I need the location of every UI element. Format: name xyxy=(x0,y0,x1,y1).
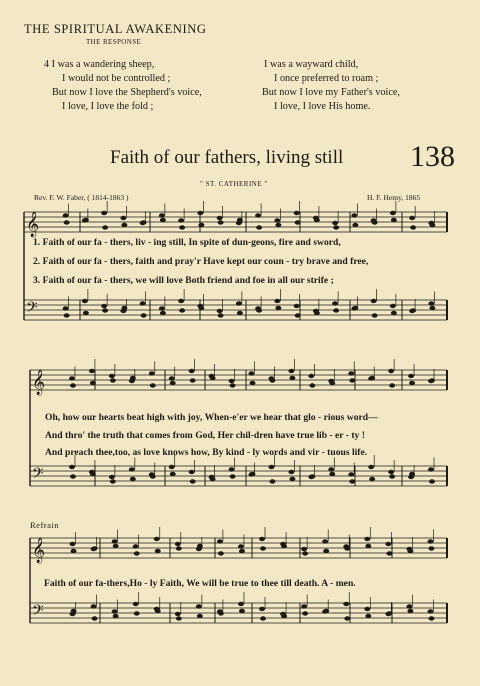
note-head xyxy=(82,299,88,303)
note-head xyxy=(365,544,371,548)
note-head xyxy=(133,544,139,548)
note-head xyxy=(141,313,147,317)
note-head xyxy=(407,609,413,613)
note-head xyxy=(210,477,216,481)
note-head xyxy=(71,549,77,553)
note-head xyxy=(196,604,202,608)
note-head xyxy=(268,465,274,469)
note-head xyxy=(308,374,314,378)
note-head xyxy=(333,225,339,229)
note-head xyxy=(364,537,370,541)
note-head xyxy=(217,309,223,313)
note-head xyxy=(197,211,203,215)
note-head xyxy=(428,467,434,471)
note-head xyxy=(302,551,308,555)
note-head xyxy=(230,474,236,478)
note-head xyxy=(428,546,434,550)
refrain-lyrics: Faith of our fa-thers,Ho - ly Faith, We will be true to thee till death. A - men. xyxy=(44,578,356,589)
note-head xyxy=(64,220,70,224)
note-head xyxy=(332,301,338,305)
note-head xyxy=(178,299,184,303)
note-head xyxy=(210,376,216,380)
note-head xyxy=(109,374,115,378)
note-head xyxy=(409,381,415,385)
note-head xyxy=(429,306,435,310)
bass-clef-icon: 𝄢 xyxy=(32,602,44,623)
note-head xyxy=(89,369,95,373)
lyric-line-3: 3. Faith of our fa - thers, we will love Both friend and foe in all our strife ; xyxy=(33,275,334,286)
note-head xyxy=(390,211,396,215)
note-head xyxy=(348,472,354,476)
note-head xyxy=(389,474,395,478)
note-head xyxy=(91,604,97,608)
note-head xyxy=(372,313,378,317)
note-head xyxy=(386,551,392,555)
running-head-title: THE SPIRITUAL AWAKENING xyxy=(24,22,207,36)
verse-line: I love, I love the fold ; xyxy=(62,101,154,112)
note-head xyxy=(155,549,161,553)
note-head xyxy=(388,470,394,474)
note-head xyxy=(217,216,223,220)
note-head xyxy=(170,381,176,385)
note-head xyxy=(176,616,182,620)
note-head xyxy=(169,376,175,380)
note-head xyxy=(274,218,280,222)
note-head xyxy=(427,609,433,613)
note-head xyxy=(274,299,280,303)
note-head xyxy=(295,313,301,317)
verse-line: I love, I love His home. xyxy=(274,101,371,112)
note-head xyxy=(409,216,415,220)
note-head xyxy=(101,211,107,215)
note-head xyxy=(281,544,287,548)
treble-clef-icon: 𝄞 xyxy=(26,212,40,237)
hymn-number: 138 xyxy=(410,140,455,173)
note-head xyxy=(198,306,204,310)
lyric-line-2: And thro' the truth that comes from God, Her chil-dren have true lib - er - ty ! xyxy=(45,430,365,441)
note-head xyxy=(70,474,76,478)
note-head xyxy=(323,549,329,553)
note-head xyxy=(112,609,118,613)
note-head xyxy=(385,542,391,546)
note-head xyxy=(371,299,377,303)
note-head xyxy=(369,477,375,481)
note-head xyxy=(149,371,155,375)
note-head xyxy=(160,311,166,315)
note-head xyxy=(343,602,349,606)
note-head xyxy=(120,216,126,220)
note-head xyxy=(351,213,357,217)
note-head xyxy=(288,470,294,474)
note-head xyxy=(160,218,166,222)
note-head xyxy=(70,542,76,546)
note-head xyxy=(155,609,161,613)
note-head xyxy=(239,609,245,613)
note-head xyxy=(69,465,75,469)
note-head xyxy=(289,477,295,481)
note-head xyxy=(250,381,256,385)
note-head xyxy=(169,465,175,469)
note-head xyxy=(130,477,136,481)
note-head xyxy=(159,213,165,217)
note-head xyxy=(328,467,334,471)
verse-line: 4 I was a wandering sheep, xyxy=(44,59,155,70)
note-head xyxy=(407,549,413,553)
note-head xyxy=(410,225,416,229)
note-head xyxy=(230,383,236,387)
note-head xyxy=(260,616,266,620)
note-head xyxy=(428,301,434,305)
note-head xyxy=(368,465,374,469)
note-head xyxy=(301,604,307,608)
note-head xyxy=(121,223,127,227)
note-head xyxy=(175,542,181,546)
note-head xyxy=(309,383,315,387)
note-head xyxy=(83,311,89,315)
note-head xyxy=(175,612,181,616)
note-head xyxy=(390,304,396,308)
note-head xyxy=(429,223,435,227)
note-head xyxy=(238,544,244,548)
note-head xyxy=(236,301,242,305)
note-head xyxy=(170,472,176,476)
bass-clef-icon: 𝄢 xyxy=(26,299,38,320)
composer: H. F. Hemy, 1865 xyxy=(367,193,421,202)
bass-clef-icon: 𝄢 xyxy=(32,465,44,486)
note-head xyxy=(275,223,281,227)
note-head xyxy=(63,213,69,217)
note-head xyxy=(238,602,244,606)
note-head xyxy=(64,313,70,317)
note-head xyxy=(329,381,335,385)
note-head xyxy=(289,376,295,380)
note-head xyxy=(90,381,96,385)
note-head xyxy=(239,549,245,553)
note-head xyxy=(349,479,355,483)
note-head xyxy=(269,479,275,483)
note-head xyxy=(427,539,433,543)
note-head xyxy=(217,539,223,543)
note-head xyxy=(288,369,294,373)
note-head xyxy=(294,211,300,215)
note-head xyxy=(112,539,118,543)
verse-number: 4 xyxy=(44,59,50,70)
note-head xyxy=(275,306,281,310)
note-head xyxy=(344,616,350,620)
note-head xyxy=(101,304,107,308)
note-head xyxy=(408,374,414,378)
note-head xyxy=(294,304,300,308)
note-head xyxy=(134,611,140,615)
note-head xyxy=(150,474,156,478)
note-head xyxy=(134,551,140,555)
note-head xyxy=(159,306,165,310)
note-head xyxy=(259,607,265,611)
note-head xyxy=(150,383,156,387)
verse-line: But now I love my Father's voice, xyxy=(262,87,400,98)
note-head xyxy=(218,313,224,317)
note-head xyxy=(364,607,370,611)
note-head xyxy=(69,376,75,380)
tune-name: " ST. CATHERINE " xyxy=(200,180,268,188)
verse-line: But now I love the Shepherd's voice, xyxy=(52,87,202,98)
note-head xyxy=(90,472,96,476)
note-head xyxy=(332,221,338,225)
note-head xyxy=(70,383,76,387)
note-head xyxy=(388,369,394,373)
note-head xyxy=(333,308,339,312)
note-head xyxy=(189,470,195,474)
lyric-line-3: And preach thee,too, as love knows how, By kind - ly words and vir - tuous life. xyxy=(45,447,368,458)
note-head xyxy=(269,378,275,382)
note-head xyxy=(229,379,235,383)
note-head xyxy=(140,301,146,305)
note-head xyxy=(372,220,378,224)
note-head xyxy=(229,467,235,471)
note-head xyxy=(109,475,115,479)
note-head xyxy=(365,614,371,618)
note-head xyxy=(260,546,266,550)
note-head xyxy=(255,213,261,217)
note-head xyxy=(102,308,108,312)
note-head xyxy=(113,614,119,618)
note-head xyxy=(295,220,301,224)
author: Rev. F. W. Faber, ( 1814-1863 ) xyxy=(34,193,129,202)
treble-clef-icon: 𝄞 xyxy=(32,370,46,395)
lyric-line-1: 1. Faith of our fa - thers, liv - ing still, In spite of dun-geons, fire and sword, xyxy=(33,237,341,248)
running-head-subtitle: THE RESPONSE xyxy=(86,38,142,46)
treble-clef-icon: 𝄞 xyxy=(32,538,46,563)
note-head xyxy=(197,614,203,618)
note-head xyxy=(429,479,435,483)
note-head xyxy=(281,614,287,618)
note-head xyxy=(190,378,196,382)
note-head xyxy=(314,311,320,315)
note-head xyxy=(314,218,320,222)
note-head xyxy=(179,308,185,312)
note-head xyxy=(391,311,397,315)
note-head xyxy=(63,306,69,310)
note-head xyxy=(218,611,224,615)
note-head xyxy=(218,220,224,224)
note-head xyxy=(189,369,195,373)
note-head xyxy=(179,225,185,229)
verse-line: I would not be controlled ; xyxy=(62,73,171,84)
note-head xyxy=(178,218,184,222)
note-head xyxy=(302,611,308,615)
note-head xyxy=(249,371,255,375)
note-head xyxy=(198,223,204,227)
note-head xyxy=(218,551,224,555)
note-head xyxy=(349,378,355,382)
note-head xyxy=(301,547,307,551)
lyric-line-1: Oh, how our hearts beat high with joy, When-e'er we hear that glo - rious word— xyxy=(45,412,378,423)
verse-line: I was a wayward child, xyxy=(264,59,359,70)
note-head xyxy=(256,308,262,312)
note-head xyxy=(329,472,335,476)
note-head xyxy=(406,604,412,608)
refrain-label: Refrain xyxy=(30,520,59,530)
note-head xyxy=(256,225,262,229)
lyric-line-2: 2. Faith of our fa - thers, faith and pray'r Have kept our coun - try brave and free, xyxy=(33,256,369,267)
note-head xyxy=(113,544,119,548)
note-head xyxy=(259,537,265,541)
note-head xyxy=(133,602,139,606)
note-head xyxy=(237,311,243,315)
note-head xyxy=(92,616,98,620)
note-head xyxy=(348,371,354,375)
note-head xyxy=(322,539,328,543)
note-head xyxy=(176,546,182,550)
note-head xyxy=(352,223,358,227)
verse-line: I once preferred to roam ; xyxy=(274,73,379,84)
note-head xyxy=(344,546,350,550)
note-head xyxy=(102,225,108,229)
note-head xyxy=(154,537,160,541)
note-head xyxy=(389,383,395,387)
note-head xyxy=(110,378,116,382)
note-head xyxy=(129,467,135,471)
note-head xyxy=(428,616,434,620)
note-head xyxy=(391,218,397,222)
hymn-title: Faith of our fathers, living still xyxy=(110,147,344,168)
note-head xyxy=(110,479,116,483)
note-head xyxy=(190,479,196,483)
